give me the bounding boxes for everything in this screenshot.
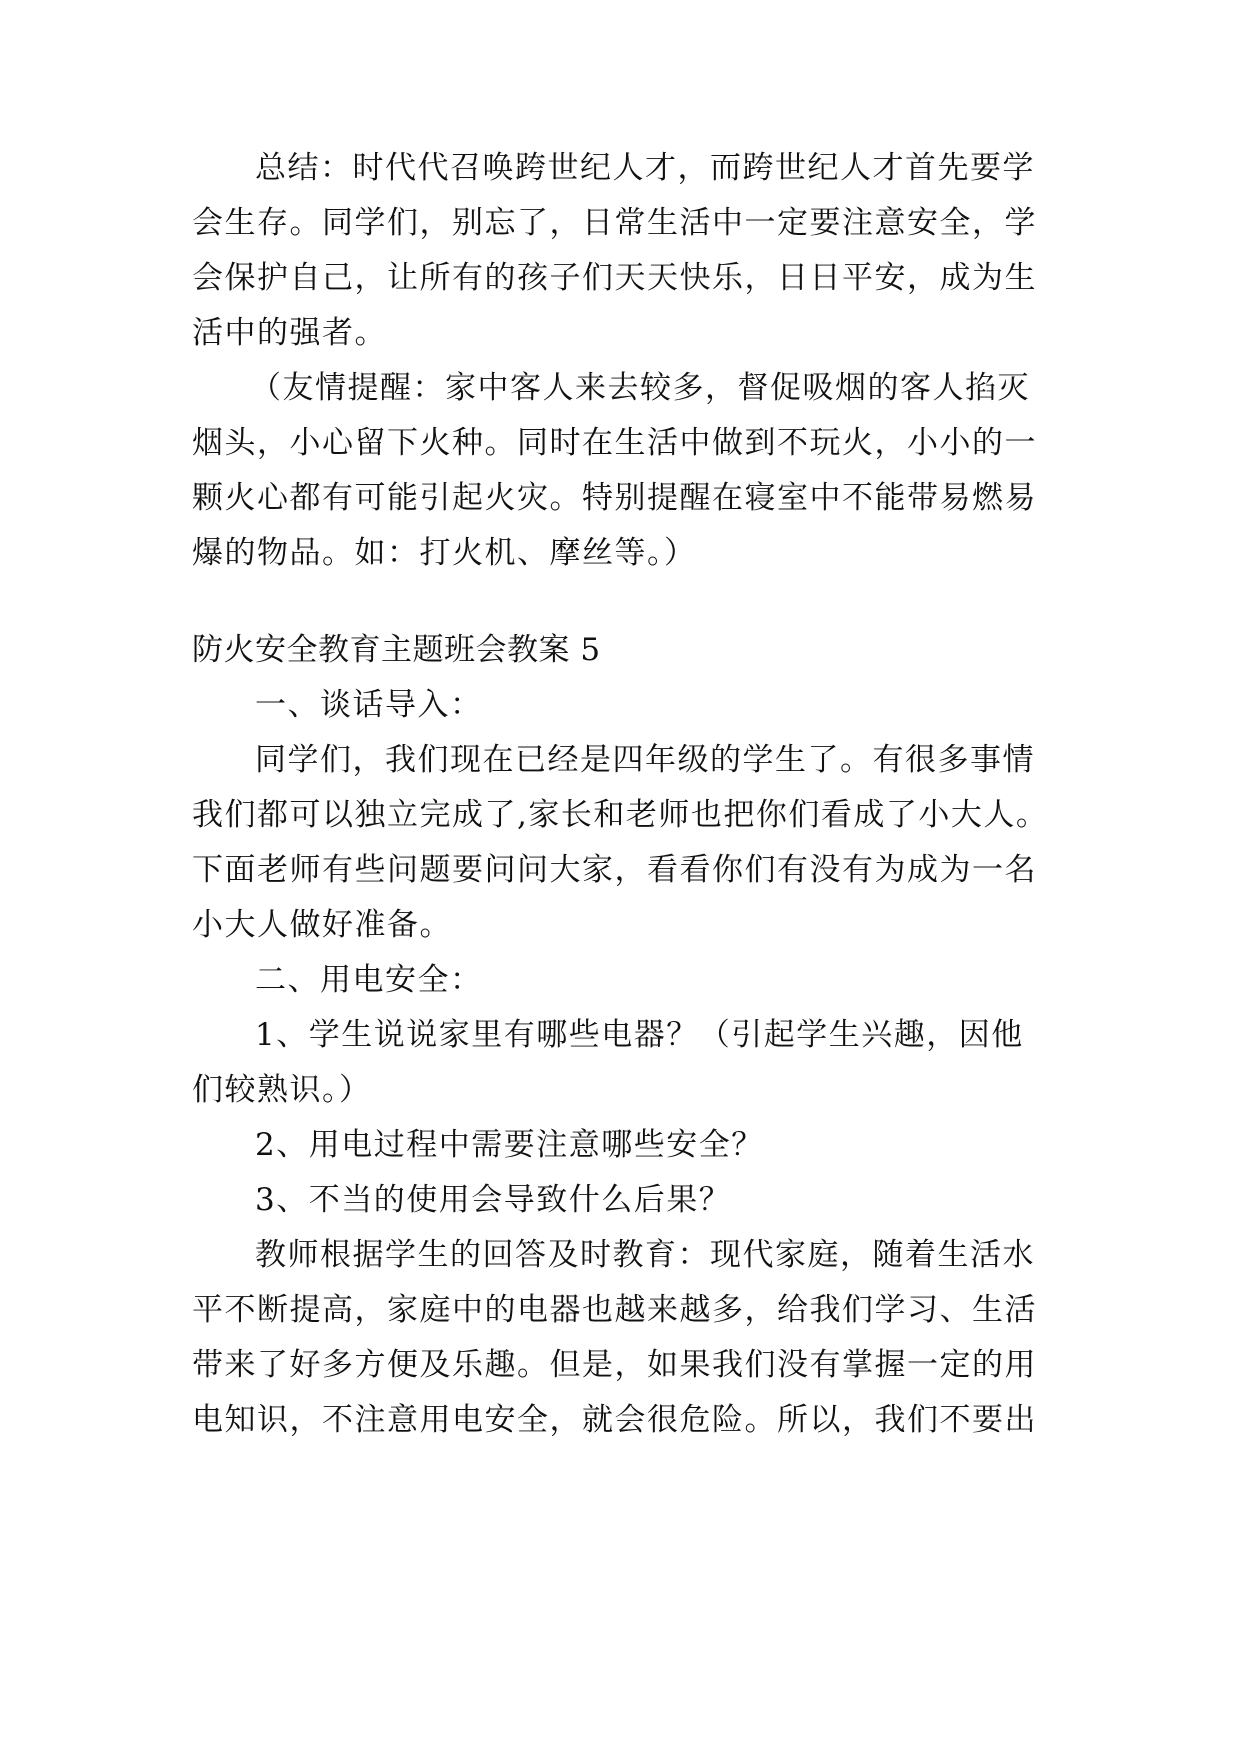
summary-line-2: 会生存。同学们，别忘了，日常生活中一定要注意安全，学 <box>192 205 1037 241</box>
reminder-line-1: （友情提醒：家中客人来去较多，督促吸烟的客人掐灭 <box>250 370 1030 406</box>
part1-line-4: 小大人做好准备。 <box>192 907 452 943</box>
reminder-line-2: 烟头，小心留下火种。同时在生活中做到不玩火，小小的一 <box>192 425 1037 461</box>
part2-heading: 二、用电安全： <box>255 962 483 998</box>
reminder-line-4: 爆的物品。如：打火机、摩丝等。） <box>192 535 697 571</box>
part2-answer-line-2: 平不断提高，家庭中的电器也越来越多，给我们学习、生活 <box>192 1292 1037 1328</box>
summary-line-1: 总结：时代代召唤跨世纪人才，而跨世纪人才首先要学 <box>255 150 1035 186</box>
part1-line-1: 同学们，我们现在已经是四年级的学生了。有很多事情 <box>255 742 1035 778</box>
part2-q1-line-2: 们较熟识。） <box>192 1072 372 1108</box>
part2-q2: 2、用电过程中需要注意哪些安全？ <box>255 1127 764 1163</box>
part2-answer-line-1: 教师根据学生的回答及时教育：现代家庭，随着生活水 <box>255 1237 1035 1273</box>
part2-q1-line-1: 1、学生说说家里有哪些电器？（引起学生兴趣，因他 <box>255 1017 1024 1053</box>
part1-line-3: 下面老师有些问题要问问大家，看看你们有没有为成为一名 <box>192 852 1037 888</box>
part2-answer-line-3: 带来了好多方便及乐趣。但是，如果我们没有掌握一定的用 <box>192 1347 1037 1383</box>
part2-q3: 3、不当的使用会导致什么后果？ <box>255 1182 732 1218</box>
part2-answer-line-4: 电知识，不注意用电安全，就会很危险。所以，我们不要出 <box>192 1402 1037 1438</box>
summary-line-4: 活中的强者。 <box>192 315 387 351</box>
section-title: 防火安全教育主题班会教案 5 <box>192 632 601 668</box>
part1-line-2: 我们都可以独立完成了,家长和老师也把你们看成了小大人。 <box>192 797 1049 833</box>
part1-heading: 一、谈话导入： <box>255 687 483 723</box>
reminder-line-3: 颗火心都有可能引起火灾。特别提醒在寝室中不能带易燃易 <box>192 480 1037 516</box>
summary-line-3: 会保护自己，让所有的孩子们天天快乐，日日平安，成为生 <box>192 260 1037 296</box>
